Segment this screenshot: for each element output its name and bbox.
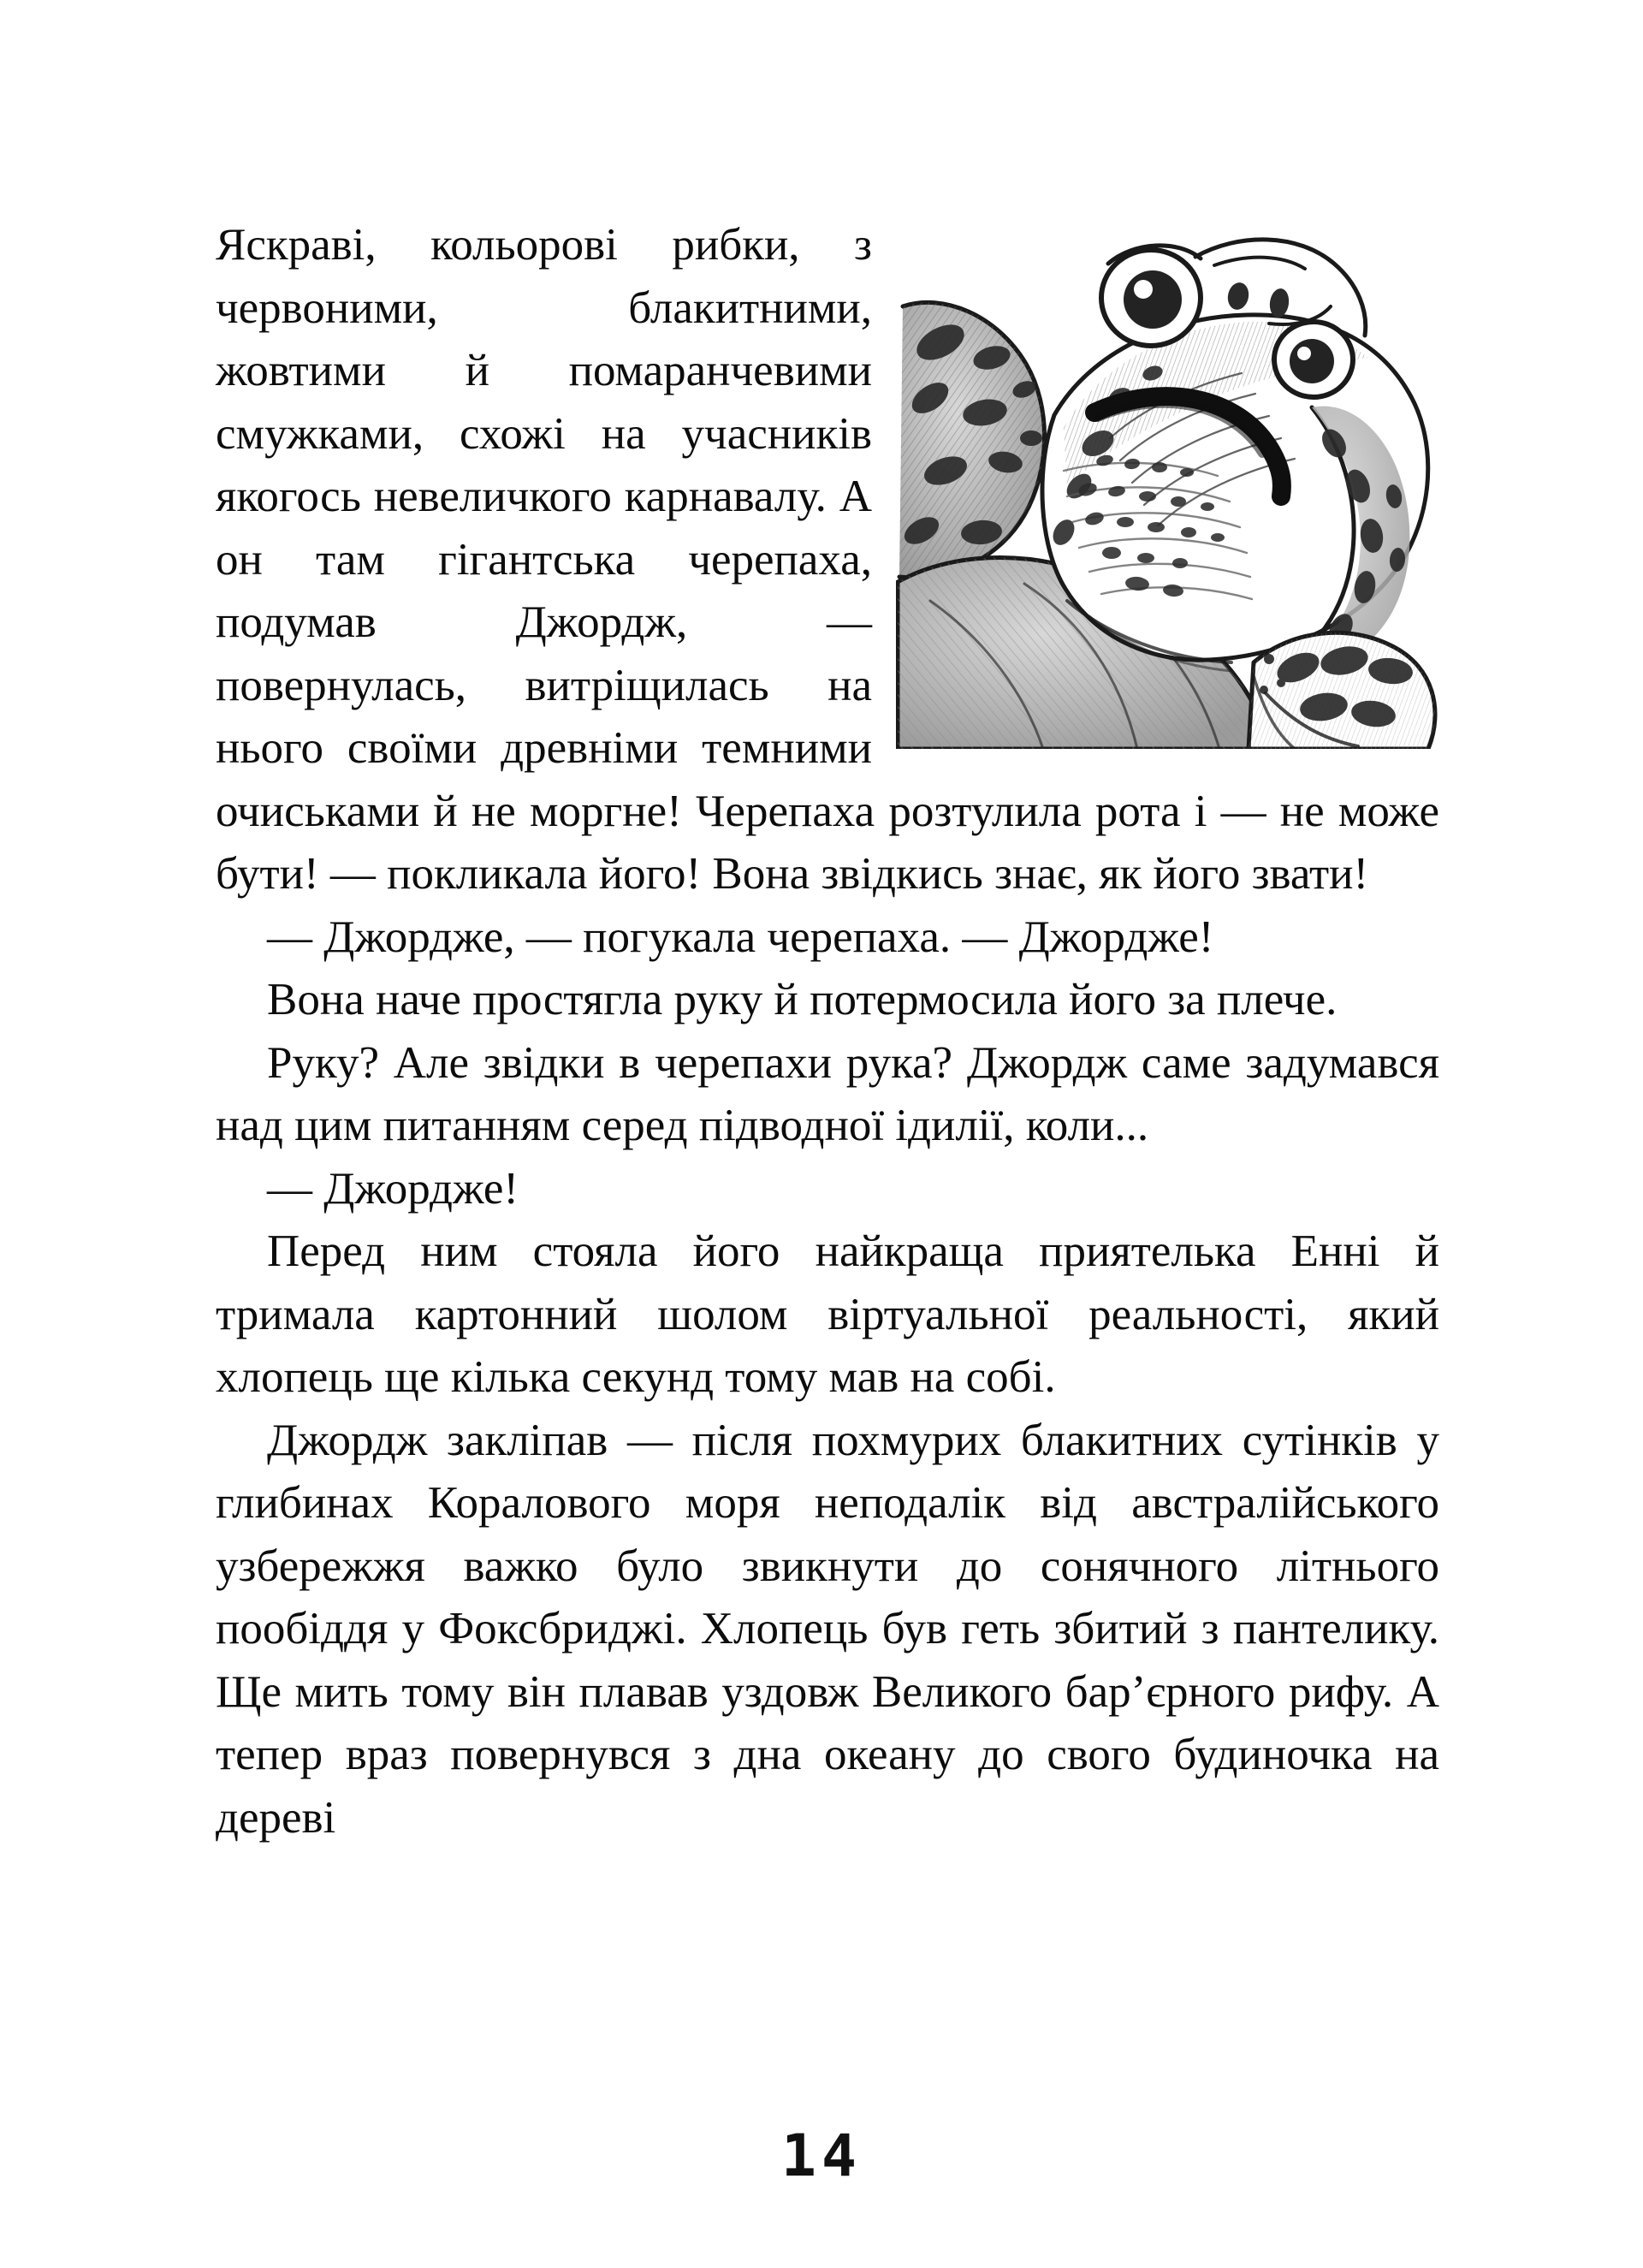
- paragraph-5: — Джордже!: [267, 1163, 519, 1214]
- sea-turtle-illustration: [896, 214, 1439, 749]
- paragraph-4: Руку? Але звідки в черепахи рука? Джордж саме задумався над цим питанням серед підводної ідилії, коли...: [216, 1037, 1439, 1150]
- paragraph-6: Перед ним стояла його найкраща приятелька Енні й тримала картонний шолом віртуальної реальності, який хлопець ще кілька секунд тому мав на собі.: [216, 1226, 1439, 1402]
- paragraph-2: — Джордже, — погукала черепаха. — Джордже!: [267, 911, 1214, 962]
- sea-turtle-drawing: [896, 214, 1439, 749]
- page-text-column: [216, 214, 1439, 1849]
- paragraph-1: Яскраві, кольорові рибки, з червоними, блакитними, жовтими й помаранчевими смужками, схожі на учасників якогось невеличкого карнавалу. А он там гігантська черепаха, подумав Джордж, — повернулась, витріщилась на нього своїми древніми темними очиськами й не моргне! Черепаха розтулила рота і — не може бути! — покликала його! Вона звідкись знає, як його звати!: [216, 220, 1439, 899]
- paragraph-3: Вона наче простягла руку й потермосила його за плече.: [267, 975, 1338, 1024]
- paragraph-7: Джордж закліпав — після похмурих блакитних сутінків у глибинах Коралового моря неподалік від австралійського узбережжя важко було звикнути до сонячного літнього пообіддя у Фоксбриджі. Хлопець був геть збитий з пантелику. Ще мить тому він плавав уздовж Великого бар’єрного рифу. А тепер враз повернувся з дна океану до свого будиночка на дереві: [216, 1415, 1439, 1843]
- page-number: 14: [781, 2123, 862, 2190]
